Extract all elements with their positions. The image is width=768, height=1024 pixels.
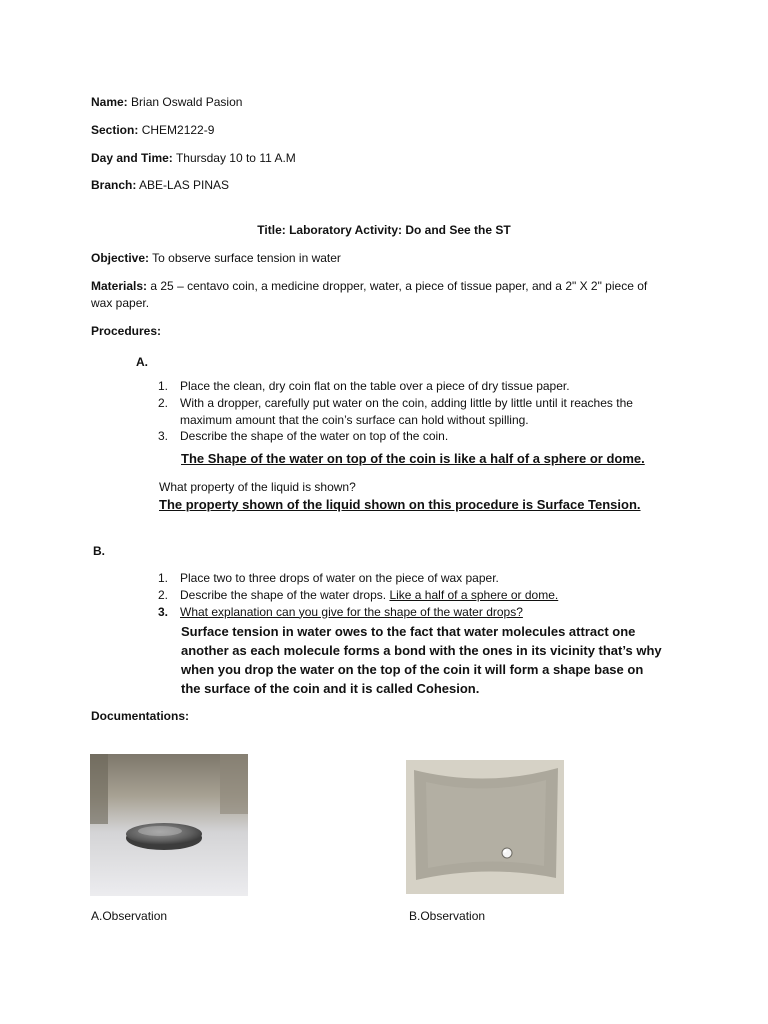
name-label: Name:: [91, 95, 128, 109]
materials-line-1: [91, 278, 691, 295]
coin-photo-illustration: [90, 754, 248, 896]
materials-label: Materials:: [91, 279, 148, 293]
name-line: [91, 94, 242, 111]
part-b-explanation: Surface tension in water owes to the fact that water molecules attract one another as each molecule forms a bond with the ones in its vicinity that’s why when you drop the water on the top of the coin it will form a shape base on the surface of the coin and it is called Cohesion.: [181, 624, 662, 696]
materials-line-2: wax paper.: [91, 295, 150, 310]
objective-label: Objective:: [91, 251, 150, 265]
materials-block: [91, 278, 691, 312]
part-b-step-1: 1. Place two to three drops of water on the piece of wax paper.: [158, 571, 499, 585]
documentations-label: Documentations:: [91, 709, 190, 723]
branch-label: Branch:: [91, 178, 137, 192]
day-time-value: Thursday 10 to 11 A.M: [175, 151, 296, 165]
part-a-step-3: 3. Describe the shape of the water on top of the coin.: [158, 429, 449, 444]
part-b-step-3: 3. What explanation can you give for the shape of the water drops?: [158, 604, 523, 619]
part-b-step-2-answer: Like a half of a sphere or dome.: [389, 587, 559, 602]
section-label: Section:: [91, 123, 139, 137]
name-value: Brian Oswald Pasion: [131, 95, 243, 109]
materials-text: a 25 – centavo coin, a medicine dropper, water, a piece of tissue paper, and a 2" X 2" piece of: [150, 279, 648, 293]
part-a-step-2: 2. With a dropper, carefully put water on the coin, adding little by little until it reaches the: [158, 395, 633, 410]
branch-line: [91, 177, 229, 194]
photo-coin-observation: [90, 754, 248, 896]
water-drop-shape: [502, 848, 512, 858]
part-b-step-2: 2. Describe the shape of the water drops. Like a half of a sphere or dome.: [158, 587, 559, 602]
procedures-label: Procedures:: [91, 324, 162, 338]
section-line: [91, 122, 214, 139]
branch-value: ABE-LAS PINAS: [139, 178, 230, 192]
caption-a-observation: A.Observation: [91, 909, 168, 923]
part-b-steps: [158, 570, 688, 620]
part-a-shape-answer: The Shape of the water on top of the coin is like a half of a sphere or dome.: [181, 451, 645, 466]
part-a-question: What property of the liquid is shown?: [159, 480, 356, 494]
document-title: Title: Laboratory Activity: Do and See the ST: [257, 223, 511, 237]
part-a-step-2-cont: maximum amount that the coin’s surface can hold without spilling.: [180, 412, 529, 427]
objective-value: To observe surface tension in water: [152, 251, 341, 265]
day-time-line: [91, 150, 296, 167]
wax-paper-photo-illustration: [406, 760, 564, 894]
day-time-label: Day and Time:: [91, 151, 173, 165]
part-a-label: A.: [136, 355, 148, 369]
part-b-label: B.: [93, 544, 105, 558]
part-a-property-answer: The property shown of the liquid shown on this procedure is Surface Tension.: [159, 497, 641, 512]
section-value: CHEM2122-9: [141, 123, 215, 137]
part-a-steps: [158, 378, 688, 445]
objective-line: [91, 250, 341, 267]
caption-b-observation: B.Observation: [409, 909, 486, 923]
photo-wax-paper-observation: [406, 760, 564, 894]
part-a-step-1: 1. Place the clean, dry coin flat on the table over a piece of dry tissue paper.: [158, 379, 570, 393]
